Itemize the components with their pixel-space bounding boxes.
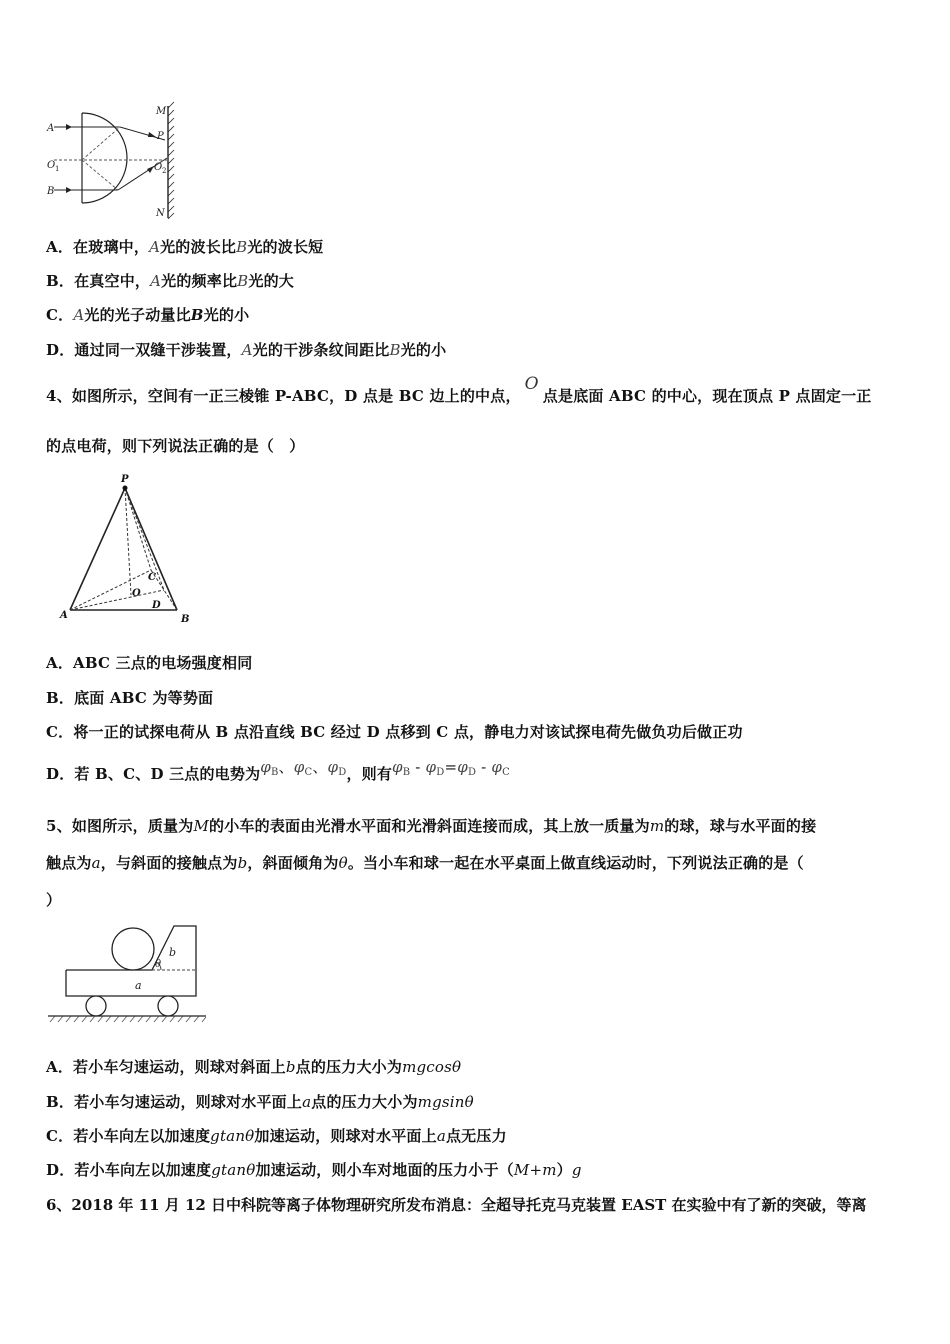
q4-option-a: A．ABC 三点的电场强度相同	[46, 654, 253, 672]
label-b: b	[169, 946, 177, 959]
q3-option-b: B．在真空中，A光的频率比B光的大	[46, 272, 295, 290]
label-p: P	[121, 474, 129, 485]
q4-stem-line2: 的点电荷，则下列说法正确的是（ ）	[46, 437, 305, 455]
edge-pa	[70, 488, 125, 610]
mirror-hatching	[168, 102, 174, 219]
label-theta: θ	[155, 959, 162, 970]
normal-b	[82, 160, 118, 190]
label-b: B	[181, 614, 190, 625]
ray-b-out-arrow	[147, 166, 154, 173]
q3-option-d: D．通过同一双缝干涉装置，A光的干涉条纹间距比B光的小	[46, 341, 447, 359]
label-o: O	[132, 588, 141, 599]
median-ad	[70, 590, 164, 610]
label-n: N	[156, 208, 165, 219]
label-a: a	[135, 979, 142, 992]
q3-option-c: C．A光的光子动量比B光的小	[46, 306, 250, 324]
label-b: B	[47, 186, 55, 197]
q5-option-c: C．若小车向左以加速度gtanθ加速运动，则球对水平面上a点无压力	[46, 1127, 507, 1145]
label-a: A	[60, 610, 68, 621]
q5-stem-line3: ）	[46, 891, 62, 909]
ray-a-arrow	[66, 124, 72, 130]
label-m: M	[156, 106, 167, 117]
label-o1: O	[47, 160, 56, 171]
q4-pyramid-svg	[55, 470, 200, 630]
label-o2: O	[154, 162, 163, 173]
label-a: A	[47, 123, 55, 134]
q4-option-d: D．若 B、C、D 三点的电势为$\varphi^B$、$\varphi^C$、$\varphi^D$，则有$\varphi^B - \varphi^D=\varphi^D - \varphi^C$	[46, 758, 510, 783]
edge-pc	[125, 488, 151, 570]
q5-option-b: B．若小车匀速运动，则球对水平面上a点的压力大小为mgsinθ	[46, 1093, 474, 1111]
q4-option-b: B．底面 ABC 为等势面	[46, 689, 214, 707]
label-d: D	[152, 600, 161, 611]
q3-optics-svg	[44, 100, 184, 225]
center-o-symbol: O	[524, 374, 539, 394]
label-o2-sub: 2	[162, 167, 167, 175]
q5-stem-line2: 触点为a，与斜面的接触点为b，斜面倾角为θ。当小车和球一起在水平桌面上做直线运动时，下列说法正确的是（	[46, 854, 804, 872]
q4-option-c: C．将一正的试探电荷从 B 点沿直线 BC 经过 D 点移到 C 点，静电力对该试探电荷先做负功后做正功	[46, 723, 743, 741]
point-p	[123, 486, 128, 491]
q4-pyramid-figure	[55, 470, 200, 630]
q5-stem-line1: 5、如图所示，质量为M的小车的表面由光滑水平面和光滑斜面连接而成，其上放一质量为m的球，球与水平面的接	[46, 817, 817, 835]
label-o1-sub: 1	[55, 165, 60, 173]
q4-stem-line1: 4、如图所示，空间有一正三棱锥 P-ABC，D 点是 BC 边上的中点，O点是底面 ABC 的中心，现在顶点 P 点固定一正	[46, 374, 872, 405]
ray-a-out-arrow	[148, 132, 156, 137]
line-pd	[125, 488, 164, 590]
q6-stem-line1: 6、2018 年 11 月 12 日中科院等离子体物理研究所发布消息：全超导托克马克装置 EAST 在实验中有了新的突破，等离	[46, 1196, 867, 1214]
q5-cart-figure	[44, 918, 209, 1028]
ray-b-arrow	[66, 187, 72, 193]
q5-option-d: D．若小车向左以加速度gtanθ加速运动，则小车对地面的压力小于（M+m）g	[46, 1161, 582, 1179]
ground-hatching	[50, 1016, 206, 1022]
q5-option-a: A．若小车匀速运动，则球对斜面上b点的压力大小为mgcosθ	[46, 1058, 462, 1076]
wheel-right	[158, 996, 178, 1016]
label-p: P	[157, 131, 164, 142]
ball	[112, 928, 154, 970]
normal-a	[82, 127, 120, 160]
q3-option-a: A．在玻璃中，A光的波长比B光的波长短	[46, 238, 324, 256]
wheel-left	[86, 996, 106, 1016]
q3-optics-figure	[44, 100, 184, 225]
q5-cart-svg	[44, 918, 209, 1028]
label-c: C	[148, 572, 156, 583]
